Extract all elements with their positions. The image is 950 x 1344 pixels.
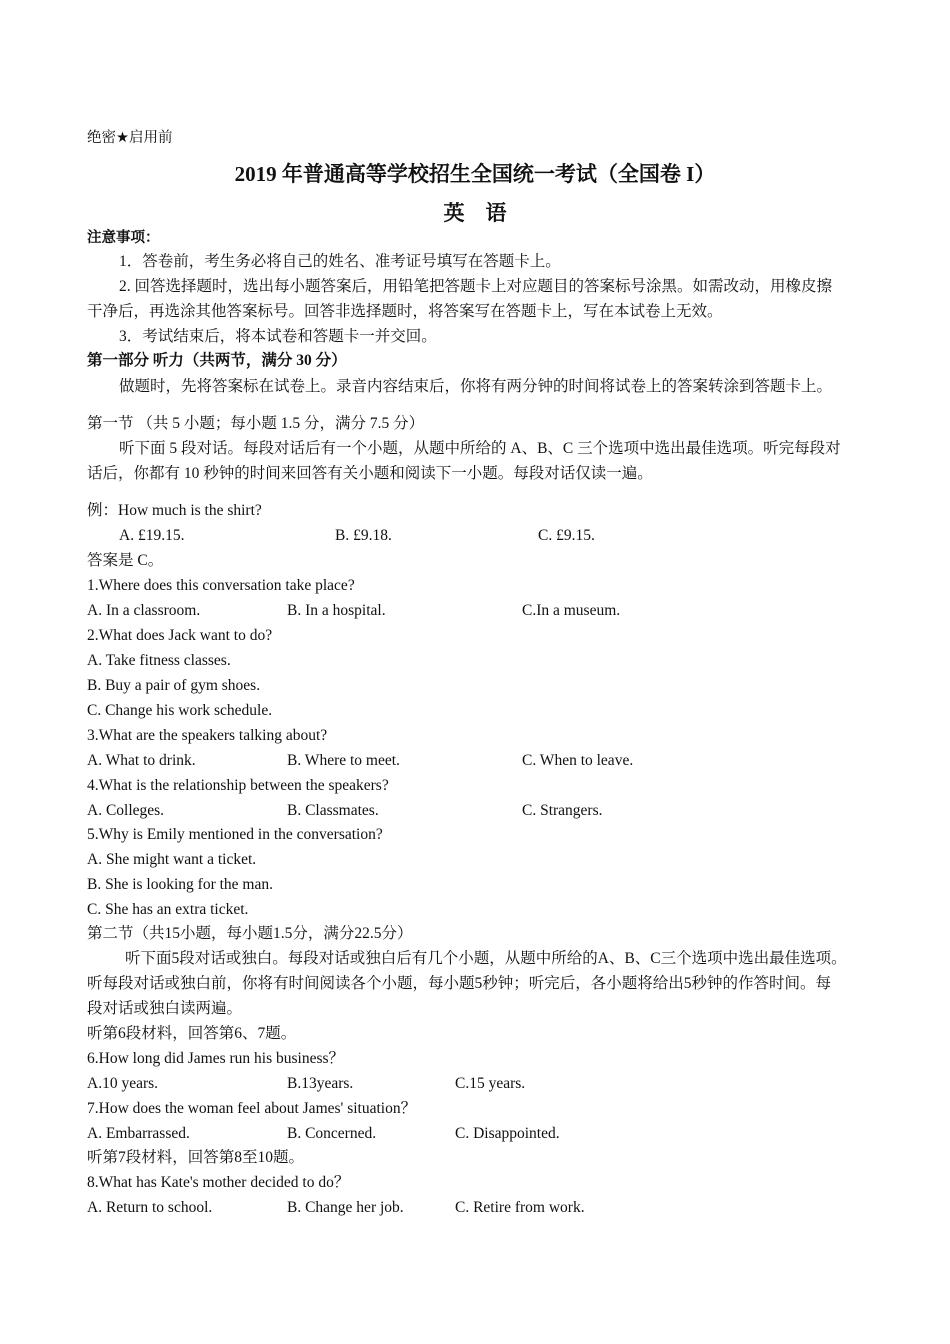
- question-7: 7.How does the woman feel about James' situation？: [87, 1100, 417, 1117]
- q5-option-a: A. She might want a ticket.: [87, 851, 257, 868]
- section1-instruction: 听下面 5 段对话。每段对话后有一个小题，从题中所给的 A、B、C 三个选项中选出最佳选项。听完每段对: [119, 440, 841, 457]
- section2-instruction-cont: 听每段对话或独白前，你将有时间阅读各个小题，每小题5秒钟；听完后，各小题将给出5秒钟的作答时间。每: [87, 975, 832, 992]
- q2-option-c: C. Change his work schedule.: [87, 702, 273, 719]
- q7-option-b: B. Concerned.: [287, 1125, 377, 1142]
- q4-option-b: B. Classmates.: [287, 802, 379, 819]
- question-6: 6.How long did James run his business？: [87, 1050, 345, 1067]
- question-1: 1.Where does this conversation take place?: [87, 577, 355, 594]
- confidential-label: 绝密★启用前: [87, 130, 173, 146]
- q1-option-a: A. In a classroom.: [87, 602, 201, 619]
- example-option-a: A. £19.15.: [119, 527, 185, 544]
- q5-option-c: C. She has an extra ticket.: [87, 901, 249, 918]
- q6-option-b: B.13years.: [287, 1075, 354, 1092]
- question-3: 3.What are the speakers talking about?: [87, 727, 328, 744]
- question-8: 8.What has Kate's mother decided to do？: [87, 1174, 350, 1191]
- part1-heading: 第一部分 听力（共两节，满分 30 分）: [87, 352, 347, 369]
- note-item-2-cont: 干净后，再选涂其他答案标号。回答非选择题时，将答案写在答题卡上，写在本试卷上无效。: [87, 303, 723, 320]
- q6-option-c: C.15 years.: [455, 1075, 526, 1092]
- q4-option-a: A. Colleges.: [87, 802, 165, 819]
- q8-option-c: C. Retire from work.: [455, 1199, 585, 1216]
- section2-instruction: 听下面5段对话或独白。每段对话或独白后有几个小题，从题中所给的A、B、C三个选项中选出最佳选项。: [125, 950, 847, 967]
- question-2: 2.What does Jack want to do?: [87, 627, 273, 644]
- section1-heading: 第一节 （共 5 小题；每小题 1.5 分，满分 7.5 分）: [87, 415, 425, 432]
- q8-option-a: A. Return to school.: [87, 1199, 213, 1216]
- example-option-b: B. £9.18.: [335, 527, 392, 544]
- q7-option-a: A. Embarrassed.: [87, 1125, 190, 1142]
- q6-option-a: A.10 years.: [87, 1075, 159, 1092]
- q3-option-a: A. What to drink.: [87, 752, 196, 769]
- exam-title: 2019 年普通高等学校招生全国统一考试（全国卷 I）: [234, 162, 716, 186]
- note-item-3: 3．考试结束后，将本试卷和答题卡一并交回。: [119, 328, 437, 345]
- subject-title: 英 语: [443, 201, 507, 225]
- q1-option-b: B. In a hospital.: [287, 602, 386, 619]
- example-question: 例：How much is the shirt?: [87, 502, 262, 519]
- q3-option-b: B. Where to meet.: [287, 752, 400, 769]
- q3-option-c: C. When to leave.: [522, 752, 634, 769]
- part1-instruction: 做题时，先将答案标在试卷上。录音内容结束后，你将有两分钟的时间将试卷上的答案转涂到答题卡上。: [119, 378, 833, 395]
- note-item-2: 2. 回答选择题时，选出每小题答案后，用铅笔把答题卡上对应题目的答案标号涂黑。如需改动，用橡皮擦: [119, 278, 833, 295]
- example-option-c: C. £9.15.: [538, 527, 595, 544]
- q4-option-c: C. Strangers.: [522, 802, 603, 819]
- question-5: 5.Why is Emily mentioned in the conversation?: [87, 826, 383, 843]
- note-item-1: 1．答卷前，考生务必将自己的姓名、准考证号填写在答题卡上。: [119, 253, 561, 270]
- q2-option-a: A. Take fitness classes.: [87, 652, 231, 669]
- example-answer: 答案是 C。: [87, 552, 164, 569]
- q8-option-b: B. Change her job.: [287, 1199, 404, 1216]
- q7-option-c: C. Disappointed.: [455, 1125, 560, 1142]
- material-6-label: 听第6段材料，回答第6、7题。: [87, 1025, 297, 1042]
- notes-heading: 注意事项：: [87, 230, 160, 246]
- q2-option-b: B. Buy a pair of gym shoes.: [87, 677, 261, 694]
- q5-option-b: B. She is looking for the man.: [87, 876, 273, 893]
- section2-instruction-end: 段对话或独白读两遍。: [87, 1000, 243, 1017]
- q1-option-c: C.In a museum.: [522, 602, 621, 619]
- section1-instruction-cont: 话后，你都有 10 秒钟的时间来回答有关小题和阅读下一小题。每段对话仅读一遍。: [87, 465, 653, 482]
- section2-heading: 第二节（共15小题，每小题1.5分，满分22.5分）: [87, 925, 413, 942]
- question-4: 4.What is the relationship between the speakers?: [87, 777, 389, 794]
- material-7-label: 听第7段材料，回答第8至10题。: [87, 1149, 305, 1166]
